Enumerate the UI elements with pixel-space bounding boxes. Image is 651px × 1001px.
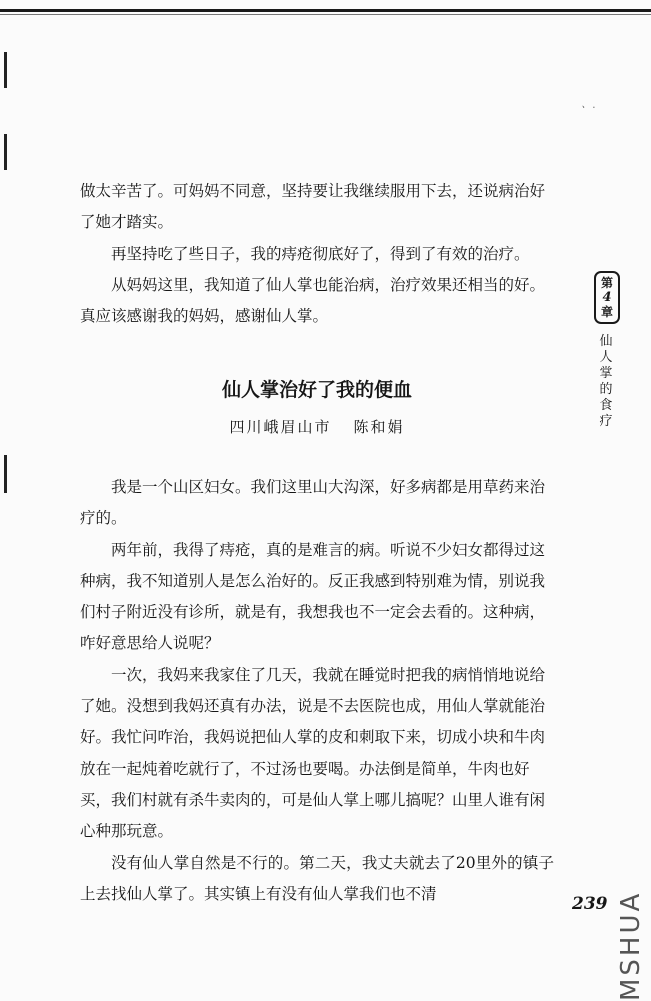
chapter-title-vertical <box>596 334 616 430</box>
chapter-title-char: 疗 <box>599 414 613 429</box>
chapter-prefix: 第 <box>600 276 613 290</box>
watermark: MSHUA <box>616 890 646 1001</box>
article-paragraph-2: 两年前，我得了痔疮，真的是难言的病。听说不少妇女都得过这种病，我不知道别人是怎么治好的。反正我感到特别难为情，别说我们村子附近没有诊所，就是有，我想我也不一定会去看的。这种病，咋好意思给人说呢？ <box>80 540 546 653</box>
author-name: 陈和娟 <box>353 418 405 436</box>
article-paragraph-1: 我是一个山区妇女。我们这里山大沟深，好多病都是用草药来治疗的。 <box>80 478 546 528</box>
top-rule-thin <box>0 14 651 15</box>
page-number: 239 <box>572 894 608 914</box>
prev-article-text <box>80 176 554 332</box>
chapter-side-tab <box>592 271 622 430</box>
scan-edge-mark <box>4 52 7 88</box>
corner-marks: ㆍ · <box>578 101 596 114</box>
article-title: 仙人掌治好了我的便血 <box>221 379 412 401</box>
chapter-suffix: 章 <box>600 305 613 319</box>
scan-edge-mark <box>4 134 7 170</box>
article-body <box>80 472 554 910</box>
chapter-number: 4 <box>602 290 612 305</box>
chapter-title-char: 仙 <box>599 334 613 349</box>
prev-paragraph-3: 从妈妈这里，我知道了仙人掌也能治病，治疗效果还相当的好。真应该感谢我的妈妈，感谢仙人掌。 <box>80 275 546 326</box>
scan-edge-mark <box>4 455 7 493</box>
top-rule <box>0 9 651 12</box>
byline <box>80 416 554 437</box>
article-paragraph-4: 没有仙人掌自然是不行的。第二天，我丈夫就去了20里外的镇子上去找仙人掌了。其实镇上有没有仙人掌我们也不清 <box>80 853 554 903</box>
prev-paragraph-1: 做太辛苦了。可妈妈不同意，坚持要让我继续服用下去，还说病治好了她才踏实。 <box>80 182 546 232</box>
chapter-title-char: 的 <box>599 382 613 397</box>
prev-paragraph-2: 再坚持吃了些日子，我的痔疮彻底好了，得到了有效的治疗。 <box>111 244 530 263</box>
chapter-title-char: 食 <box>599 398 613 413</box>
chapter-title-char: 人 <box>599 350 613 365</box>
author-location: 四川峨眉山市 <box>229 418 332 436</box>
article-paragraph-3: 一次，我妈来我家住了几天，我就在睡觉时把我的病悄悄地说给了她。没想到我妈还真有办法，说是不去医院也成，用仙人掌就能治好。我忙问咋治，我妈说把仙人掌的皮和刺取下来，切成小块和牛肉放在一起炖着吃就行了，不过汤也要喝。办法倒是简单，牛肉也好买，我们村就有杀牛卖肉的，可是仙人掌上哪儿搞呢？山里人谁有闲心种那玩意。 <box>80 665 546 841</box>
chapter-badge <box>594 271 620 324</box>
chapter-title-char: 掌 <box>599 366 613 381</box>
